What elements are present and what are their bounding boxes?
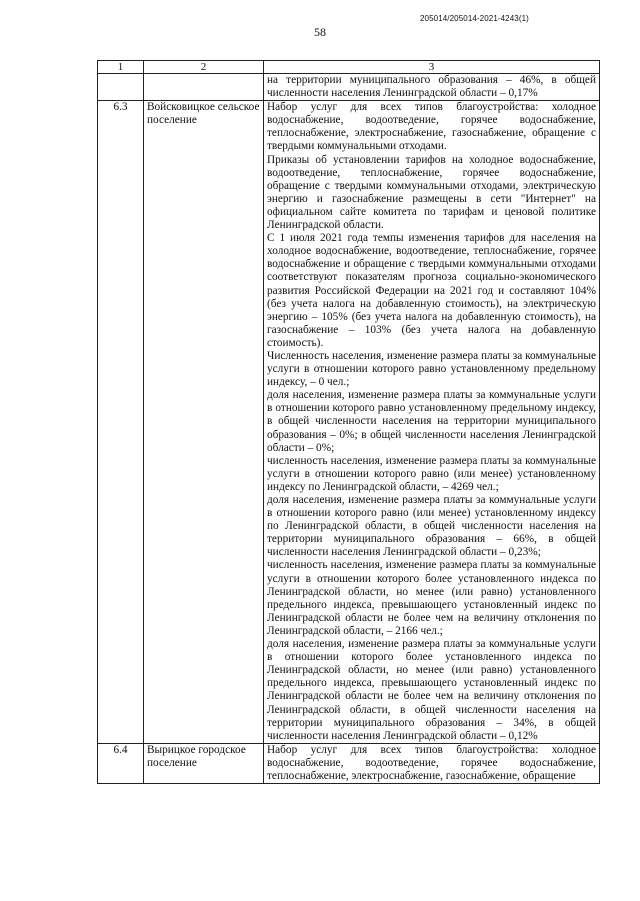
- row-number: 6.3: [98, 101, 144, 744]
- tariff-table: [97, 60, 600, 784]
- row-number: 6.4: [98, 743, 144, 783]
- paragraph: численность населения, изменение размера платы за коммунальные услуги в отношении которого равно (или менее) установленному индексу по Ленинградской области, – 4269 чел.;: [267, 454, 596, 493]
- paragraph: доля населения, изменение размера платы за коммунальные услуги в отношении которого более установленного индекса по Ленинградской области, но менее (или равно) установленного предельного индекса, превышающего установленный индекс по Ленинградской области не более чем на величину отклонения по Ленинградской области, в общей численности населения на территории муниципального образования – 34%, в общей численности населения Ленинградской области – 0,12%: [267, 638, 596, 742]
- column-header-1: 1: [98, 61, 144, 74]
- table-header-row: [98, 61, 600, 74]
- paragraph: доля населения, изменение размера платы за коммунальные услуги в отношении которого равно установленному предельному индексу, в общей численности населения на территории муниципального образования – 0%; в общей численности населения Ленинградской области – 0%;: [267, 389, 596, 454]
- description-cell: [264, 743, 600, 783]
- paragraph: Численность населения, изменение размера платы за коммунальные услуги в отношении которого равно установленному предельному индексу, – 0 чел.;: [267, 349, 596, 389]
- document-id: 205014/205014-2021-4243(1): [420, 14, 529, 23]
- description-cell: [264, 74, 600, 101]
- table-row-6-3: [98, 101, 600, 744]
- settlement-name: Войсковицкое сельское поселение: [144, 101, 264, 744]
- continuation-text: на территории муниципального образования – 46%, в общей численности населения Ленинградской области – 0,17%: [267, 74, 596, 100]
- table-row-6-4: [98, 743, 600, 783]
- paragraph: Набор услуг для всех типов благоустройства: холодное водоснабжение, водоотведение, горячее водоснабжение, теплоснабжение, электроснабжение, газоснабжение, обращение с твердыми коммунальными отходами.: [267, 101, 596, 153]
- paragraph: численность населения, изменение размера платы за коммунальные услуги в отношении которого более установленного индекса по Ленинградской области, но менее (или равно) установленного предельного индекса, превышающего установленный индекс по Ленинградской области не более чем на величину отклонения по Ленинградской области, – 2166 чел.;: [267, 559, 596, 637]
- paragraph: Приказы об установлении тарифов на холодное водоснабжение, водоотведение, теплоснабжение, горячее водоснабжение, обращение с твердыми коммунальными отходами, электрическую энергию и газоснабжение размещены в сети "Интернет" на официальном сайте комитета по тарифам и ценовой политике Ленинградской области.: [267, 153, 596, 232]
- description-cell: [264, 101, 600, 744]
- paragraph: С 1 июля 2021 года темпы изменения тарифов для населения на холодное водоснабжение, водоотведение, теплоснабжение, горячее водоснабжение и обращение с твердыми коммунальными отходами соответствуют показателям прогноза социально-экономического развития Российской Федерации на 2021 год и составляют 104% (без учета налога на добавленную стоимость), на электрическую энергию – 105% (без учета налога на добавленную стоимость), на газоснабжение – 103% (без учета налога на добавленную стоимость).: [267, 232, 596, 349]
- page-number: 58: [314, 25, 326, 39]
- settlement-name: Вырицкое городское поселение: [144, 743, 264, 783]
- paragraph: Набор услуг для всех типов благоустройства: холодное водоснабжение, водоотведение, горячее водоснабжение, теплоснабжение, электроснабжение, газоснабжение, обращение: [267, 743, 596, 782]
- column-header-2: 2: [144, 61, 264, 74]
- settlement-name-cell: [144, 74, 264, 101]
- table-row-continuation: [98, 74, 600, 101]
- row-number-cell: [98, 74, 144, 101]
- column-header-3: 3: [264, 61, 600, 74]
- paragraph: доля населения, изменение размера платы за коммунальные услуги в отношении которого равно (или менее) установленному индексу по Ленинградской области, в общей численности населения на территории муниципального образования – 66%, в общей численности населения Ленинградской области – 0,23%;: [267, 494, 596, 559]
